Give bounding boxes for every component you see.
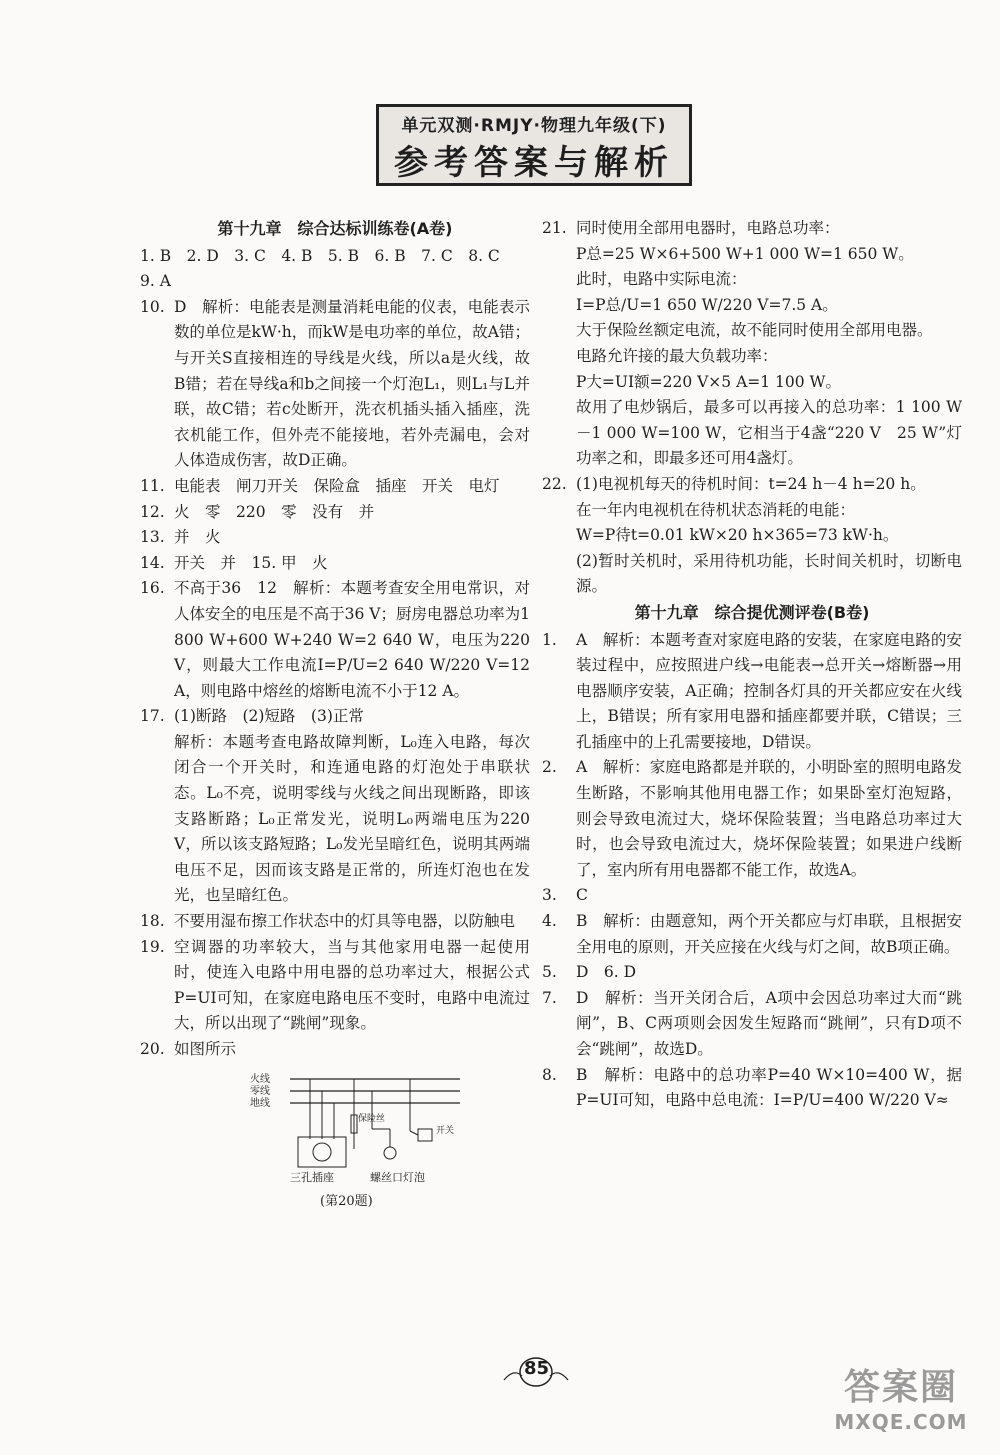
answer-item bbox=[542, 318, 962, 344]
answer-number: 21. bbox=[542, 219, 567, 237]
header-title: 参考答案与解析 bbox=[394, 143, 674, 183]
answer-text: D 解析：当开关闭合后，A项中会因总功率过大而“跳闸”，B、C两项则会因发生短路而“跳闸”，只有D项不会“跳闸”，故选D。 bbox=[576, 988, 962, 1058]
right-column bbox=[542, 216, 962, 1114]
answer-number: 10. bbox=[140, 297, 165, 316]
answer-item bbox=[140, 500, 530, 526]
header-subtitle: 单元双测·RMJY·物理九年级(下) bbox=[401, 116, 667, 136]
figure-label-neutral: 零线 bbox=[250, 1085, 270, 1097]
answer-text: C bbox=[576, 886, 588, 905]
answer-item bbox=[542, 267, 962, 293]
answer-item bbox=[140, 269, 530, 295]
answer-number: 16. bbox=[140, 579, 165, 598]
answer-text: D 6. D bbox=[576, 963, 637, 982]
figure-label-ground: 地线 bbox=[250, 1097, 270, 1109]
circuit-diagram bbox=[250, 1069, 470, 1189]
answer-number: 18. bbox=[140, 912, 165, 931]
answer-number: 7. bbox=[542, 988, 557, 1007]
answer-text: (1)断路 (2)短路 (3)正常 bbox=[174, 707, 364, 726]
answer-text: (2)暂时关机时，采用待机功能，长时间关机时，切断电源。 bbox=[576, 551, 962, 596]
page-number-badge bbox=[500, 1350, 572, 1390]
answer-number: 3. bbox=[542, 886, 557, 905]
answer-text: 电能表 闸刀开关 保险盒 插座 开关 电灯 bbox=[174, 476, 500, 495]
answer-text: A 解析：家庭电路都是并联的，小明卧室的照明电路发生断路，不影响其他用电器工作；如果卧室灯泡短路，则会导致电流过大，烧坏保险装置；当电路总功率过大时，也会导致电流过大，烧坏保险装置；如果进户线断了，室内所有用电器都不能工作，故选A。 bbox=[576, 758, 962, 879]
answer-text: 并 火 bbox=[174, 528, 221, 547]
answer-number bbox=[542, 344, 576, 370]
answer-item bbox=[542, 883, 962, 909]
answer-item bbox=[542, 549, 962, 600]
answer-text: I=P总/U=1 650 W/220 V=7.5 A。 bbox=[576, 295, 838, 314]
answer-item bbox=[542, 472, 962, 498]
answer-number bbox=[542, 498, 576, 524]
answer-list-a bbox=[140, 244, 530, 1063]
answer-text: 电路允许接的最大负载功率： bbox=[576, 346, 778, 365]
answer-number bbox=[542, 395, 576, 472]
answer-number bbox=[542, 293, 576, 319]
answer-number: 13. bbox=[140, 528, 165, 547]
answer-text: 此时，电路中实际电流： bbox=[576, 270, 747, 289]
answer-number bbox=[542, 318, 576, 344]
answer-item bbox=[140, 909, 530, 935]
answer-item bbox=[542, 909, 962, 960]
answer-text: D 解析：电能表是测量消耗电能的仪表，电能表示数的单位是kW·h，而kW是电功率的单位，故A错；与开关S直接相连的导线是火线，所以a是火线，故B错；若在导线a和b之间接一个灯泡L₁，则L₁与L并联，故C错；若c处断开，洗衣机插头插入插座，洗衣机能工作，但外壳不能接地，若外壳漏电，会对人体造成伤害，故D正确。 bbox=[174, 297, 530, 470]
answer-item bbox=[542, 242, 962, 268]
answer-number bbox=[140, 730, 174, 909]
answer-list-b bbox=[542, 628, 962, 1114]
answer-item bbox=[542, 523, 962, 549]
answer-text: B 解析：电路中的总功率P=40 W×10=400 W，据P=UI可知，电路中总电流：I=P/U=400 W/220 V≈ bbox=[576, 1065, 962, 1110]
answer-number: 14. bbox=[140, 553, 165, 572]
figure-20 bbox=[140, 1063, 530, 1213]
answer-number: 4. bbox=[542, 912, 557, 931]
answer-text: 空调器的功率较大，当与其他家用电器一起使用时，使连入电路中用电器的总功率过大，根据公式P=UI可知，在家庭电路电压不变时，电路中电流过大，所以出现了“跳闸”现象。 bbox=[174, 937, 530, 1033]
answer-item bbox=[140, 935, 530, 1037]
answer-text: P大=UI额=220 V×5 A=1 100 W。 bbox=[576, 372, 841, 391]
answer-number bbox=[542, 267, 576, 293]
answer-item bbox=[542, 216, 962, 242]
answer-number: 5. bbox=[542, 963, 557, 982]
left-column bbox=[140, 216, 530, 1213]
answer-text: 解析：本题考查电路故障判断，L₀连入电路，每次闭合一个开关时，和连通电路的灯泡处于串联状态。L₀不亮，说明零线与火线之间出现断路，即该支路断路；L₀正常发光，说明L₀两端电压为220 V，所以该支路短路；L₀发光呈暗红色，说明其两端电压不足，因而该支路是正常的，所连灯泡也在发光，也呈暗红色。 bbox=[174, 732, 530, 905]
answer-text: 1. B 2. D 3. C 4. B 5. B 6. B 7. C 8. C bbox=[140, 246, 500, 265]
answer-item bbox=[140, 730, 530, 909]
figure-label-socket: 三孔插座 bbox=[290, 1170, 334, 1184]
answer-item bbox=[140, 244, 530, 270]
answer-item bbox=[140, 1037, 530, 1063]
answer-item bbox=[140, 525, 530, 551]
figure-label-live: 火线 bbox=[250, 1073, 270, 1085]
answer-item bbox=[542, 1063, 962, 1114]
answer-number: 22. bbox=[542, 474, 567, 493]
answer-number: 11. bbox=[140, 476, 165, 495]
answer-item bbox=[542, 293, 962, 319]
answer-item bbox=[542, 395, 962, 472]
answer-item bbox=[542, 344, 962, 370]
answer-item bbox=[542, 498, 962, 524]
answer-item bbox=[542, 628, 962, 756]
answer-text: (1)电视机每天的待机时间：t=24 h－4 h=20 h。 bbox=[576, 474, 926, 493]
answer-text: B 解析：由题意知，两个开关都应与灯串联，且根据安全用电的原则，开关应接在火线与灯之间，故B项正确。 bbox=[576, 912, 962, 956]
answer-text: 9. A bbox=[140, 272, 171, 291]
answer-number bbox=[542, 523, 576, 549]
answer-text: P总=25 W×6+500 W+1 000 W=1 650 W。 bbox=[576, 244, 914, 263]
answer-item bbox=[542, 986, 962, 1063]
page-number: 85 bbox=[524, 1358, 550, 1379]
answer-number: 1. bbox=[542, 630, 557, 649]
figure-caption: (第20题) bbox=[320, 1193, 373, 1209]
answer-item bbox=[542, 960, 962, 986]
answer-number: 2. bbox=[542, 758, 557, 777]
answer-item bbox=[140, 551, 530, 577]
answer-number: 19. bbox=[140, 937, 165, 956]
figure-label-fuse: 保险丝 bbox=[358, 1113, 386, 1124]
answer-item bbox=[140, 704, 530, 730]
watermark bbox=[826, 1359, 976, 1433]
answer-text: A 解析：本题考查对家庭电路的安装，在家庭电路的安装过程中，应按照进户线→电能表→总开关→熔断器→用电器顺序安装，A正确；控制各灯具的开关都应安在火线上，B错误；所有家用电器和插座都要并联，C错误；三孔插座中的上孔需要接地，D错误。 bbox=[576, 630, 962, 751]
answer-text: 开关 并 15. 甲 火 bbox=[174, 553, 328, 572]
answer-number bbox=[542, 370, 576, 396]
answer-number: 20. bbox=[140, 1040, 165, 1058]
answer-number: 17. bbox=[140, 707, 165, 726]
answer-text: 不要用湿布擦工作状态中的灯具等电器，以防触电 bbox=[174, 912, 516, 931]
answer-text: 故用了电炒锅后，最多可以再接入的总功率：1 100 W－1 000 W=100 W，它相当于4盏“220 V 25 W”灯功率之和，即最多还可用4盏灯。 bbox=[576, 398, 962, 468]
answer-item bbox=[140, 474, 530, 500]
answer-list-a-cont bbox=[542, 216, 962, 600]
answer-number: 8. bbox=[542, 1065, 557, 1084]
answer-text: 同时使用全部用电器时，电路总功率： bbox=[576, 219, 840, 237]
answer-text: W=P待t=0.01 kW×20 h×365=73 kW·h。 bbox=[576, 526, 899, 545]
section-title-b: 第十九章 综合提优测评卷(B卷) bbox=[634, 602, 870, 622]
answer-text: 大于保险丝额定电流，故不能同时使用全部用电器。 bbox=[576, 321, 933, 340]
answer-number bbox=[542, 549, 576, 600]
section-title-a: 第十九章 综合达标训练卷(A卷) bbox=[217, 219, 453, 238]
answer-text: 不高于36 12 解析：本题考查安全用电常识，对人体安全的电压是不高于36 V；厨房电器总功率为1 800 W+600 W+240 W=2 640 W，电压为220 V，则最大工作电流I=P/U=2 640 W/220 V=12 A，则电路中熔丝的熔断电流不小于12 A。 bbox=[174, 579, 530, 700]
answer-number: 12. bbox=[140, 502, 165, 521]
answer-number bbox=[542, 242, 576, 268]
answer-item bbox=[542, 755, 962, 883]
answer-text: 火 零 220 零 没有 并 bbox=[174, 502, 375, 521]
answer-text: 在一年内电视机在待机状态消耗的电能： bbox=[576, 500, 856, 519]
answer-item bbox=[542, 370, 962, 396]
watermark-top: 答案圈 bbox=[843, 1367, 958, 1408]
answer-text: 如图所示 bbox=[174, 1040, 237, 1058]
watermark-bottom: MXQE.COM bbox=[834, 1410, 968, 1434]
answer-item bbox=[140, 295, 530, 474]
figure-label-bulb: 螺丝口灯泡 bbox=[370, 1170, 425, 1184]
figure-label-switch: 开关 bbox=[436, 1125, 455, 1136]
answer-item bbox=[140, 576, 530, 704]
answer-header-box bbox=[376, 104, 692, 186]
